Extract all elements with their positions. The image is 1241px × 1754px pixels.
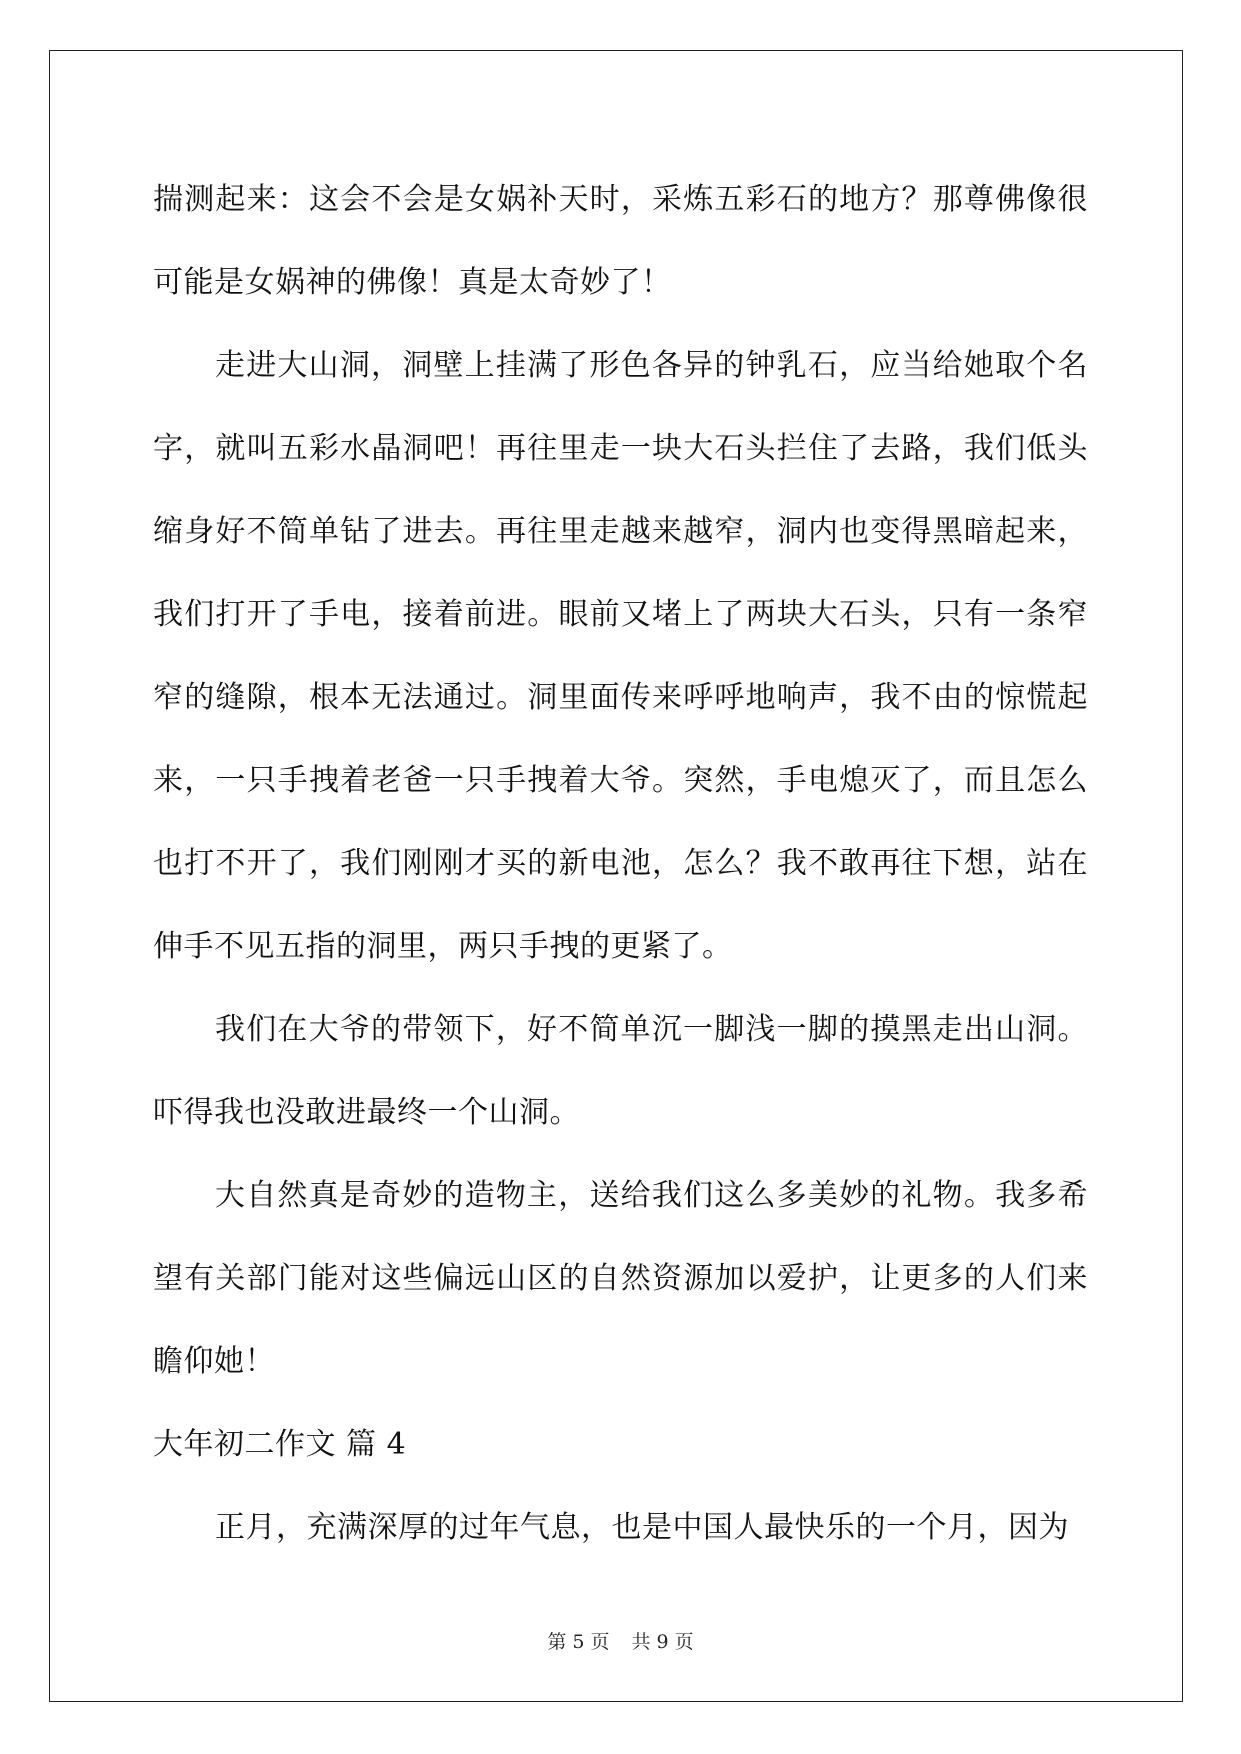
paragraph: 走进大山洞，洞壁上挂满了形色各异的钟乳石，应当给她取个名字，就叫五彩水晶洞吧！再往里走一块大石头拦住了去路，我们低头缩身好不简单钻了进去。再往里走越来越窄，洞内也变得黑暗起来，我们打开了手电，接着前进。眼前又堵上了两块大石头，只有一条窄窄的缝隙，根本无法通过。洞里面传来呼呼地响声，我不由的惊慌起来，一只手拽着老爸一只手拽着大爷。突然，手电熄灭了，而且怎么也打不开了，我们刚刚才买的新电池，怎么？我不敢再往下想，站在伸手不见五指的洞里，两只手拽的更紧了。 (153, 348, 1088, 964)
document-body (153, 158, 1088, 1569)
paragraph: 大自然真是奇妙的造物主，送给我们这么多美妙的礼物。我多希望有关部门能对这些偏远山区的自然资源加以爱护，让更多的人们来瞻仰她！ (153, 1178, 1088, 1379)
paragraph: 正月，充满深厚的过年气息，也是中国人最快乐的一个月，因为 (215, 1510, 1069, 1545)
page-footer (0, 1627, 1241, 1654)
page-number: 第 5 页 (547, 1631, 610, 1653)
paragraph: 揣测起来：这会不会是女娲补天时，采炼五彩石的地方？那尊佛像很可能是女娲神的佛像！真是太奇妙了！ (153, 182, 1088, 300)
page-total: 共 9 页 (631, 1631, 694, 1653)
section-heading: 大年初二作文 篇 4 (153, 1427, 407, 1462)
paragraph: 我们在大爷的带领下，好不简单沉一脚浅一脚的摸黑走出山洞。吓得我也没敢进最终一个山洞。 (153, 1012, 1088, 1130)
